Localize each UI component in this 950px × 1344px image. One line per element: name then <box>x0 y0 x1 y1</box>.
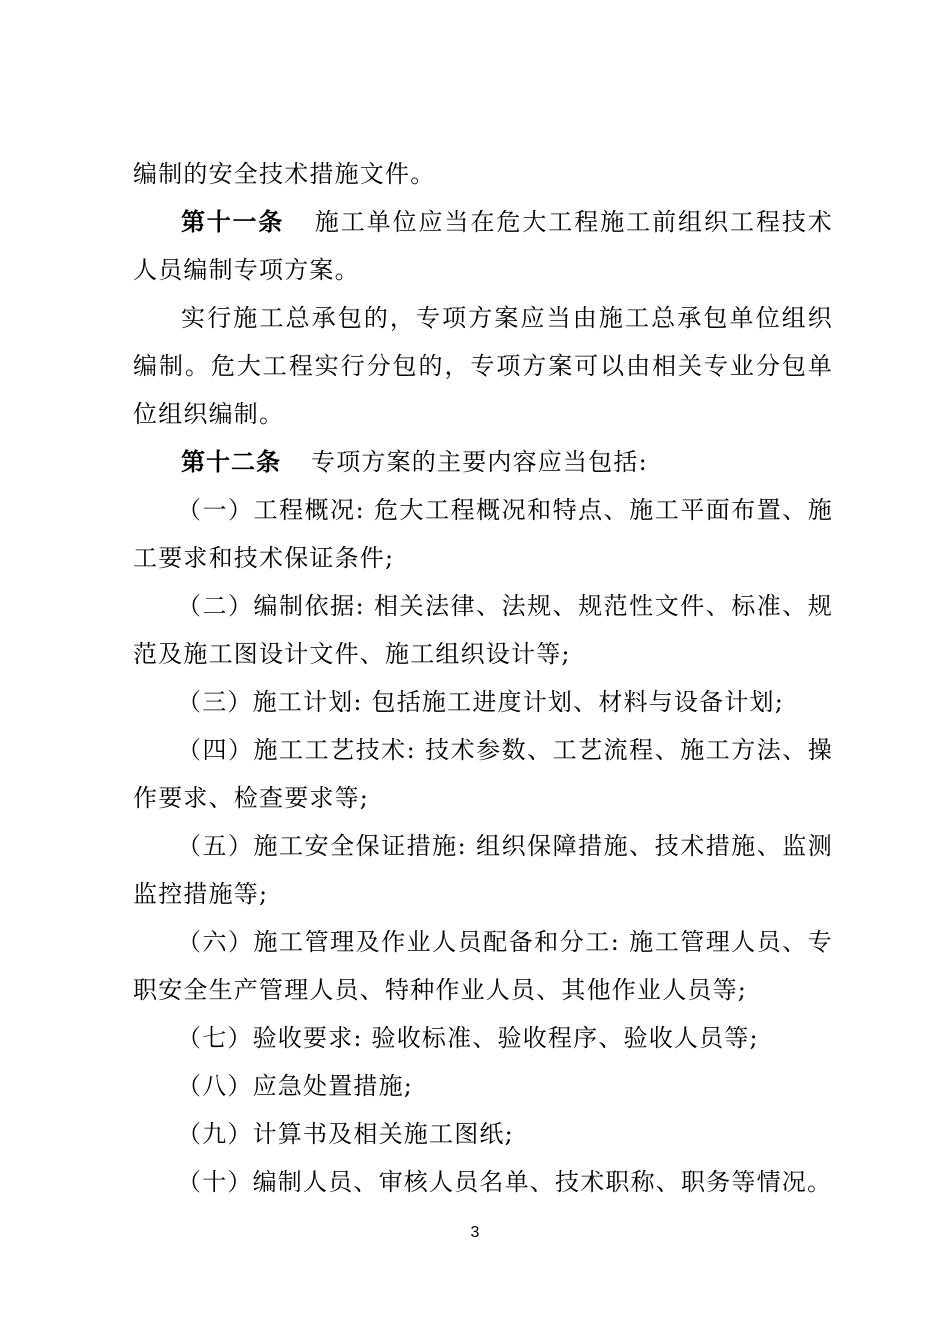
paragraph-continuation: 编制的安全技术措施文件。 <box>133 160 436 188</box>
article-12 <box>133 438 833 486</box>
list-item-1: （一）工程概况: 危大工程概况和特点、施工平面布置、施工要求和技术保证条件; <box>133 496 833 572</box>
list-item-7: （七）验收要求: 验收标准、验收程序、验收人员等; <box>177 1024 759 1052</box>
page-number: 3 <box>470 1224 480 1241</box>
body-text <box>133 150 833 1206</box>
article-11-text: 施工单位应当在危大工程施工前组织工程技术人员编制专项方案。 <box>133 208 833 284</box>
list-item-3: （三）施工计划: 包括施工进度计划、材料与设备计划; <box>177 688 784 716</box>
list-item-6: （六）施工管理及作业人员配备和分工: 施工管理人员、专职安全生产管理人员、特种作业人员、其他作业人员等; <box>133 928 833 1004</box>
paragraph-subcontract: 实行施工总承包的，专项方案应当由施工总承包单位组织编制。危大工程实行分包的，专项方案可以由相关专业分包单位组织编制。 <box>133 304 833 428</box>
article-12-title: 第十二条 <box>181 448 281 476</box>
article-11-title: 第十一条 <box>181 208 284 236</box>
list-item-5: （五）施工安全保证措施: 组织保障措施、技术措施、监测监控措施等; <box>133 832 833 908</box>
article-12-text: 专项方案的主要内容应当包括: <box>311 448 648 476</box>
list-item-4: （四）施工工艺技术: 技术参数、工艺流程、施工方法、操作要求、检查要求等; <box>133 736 833 812</box>
article-11 <box>133 198 833 294</box>
list-item-10: （十）编制人员、审核人员名单、技术职称、职务等情况。 <box>177 1168 833 1196</box>
list-item-8: （八）应急处置措施; <box>177 1072 414 1100</box>
list-item-2: （二）编制依据: 相关法律、法规、规范性文件、标准、规范及施工图设计文件、施工组织设计等; <box>133 592 833 668</box>
list-item-9: （九）计算书及相关施工图纸; <box>177 1120 514 1148</box>
